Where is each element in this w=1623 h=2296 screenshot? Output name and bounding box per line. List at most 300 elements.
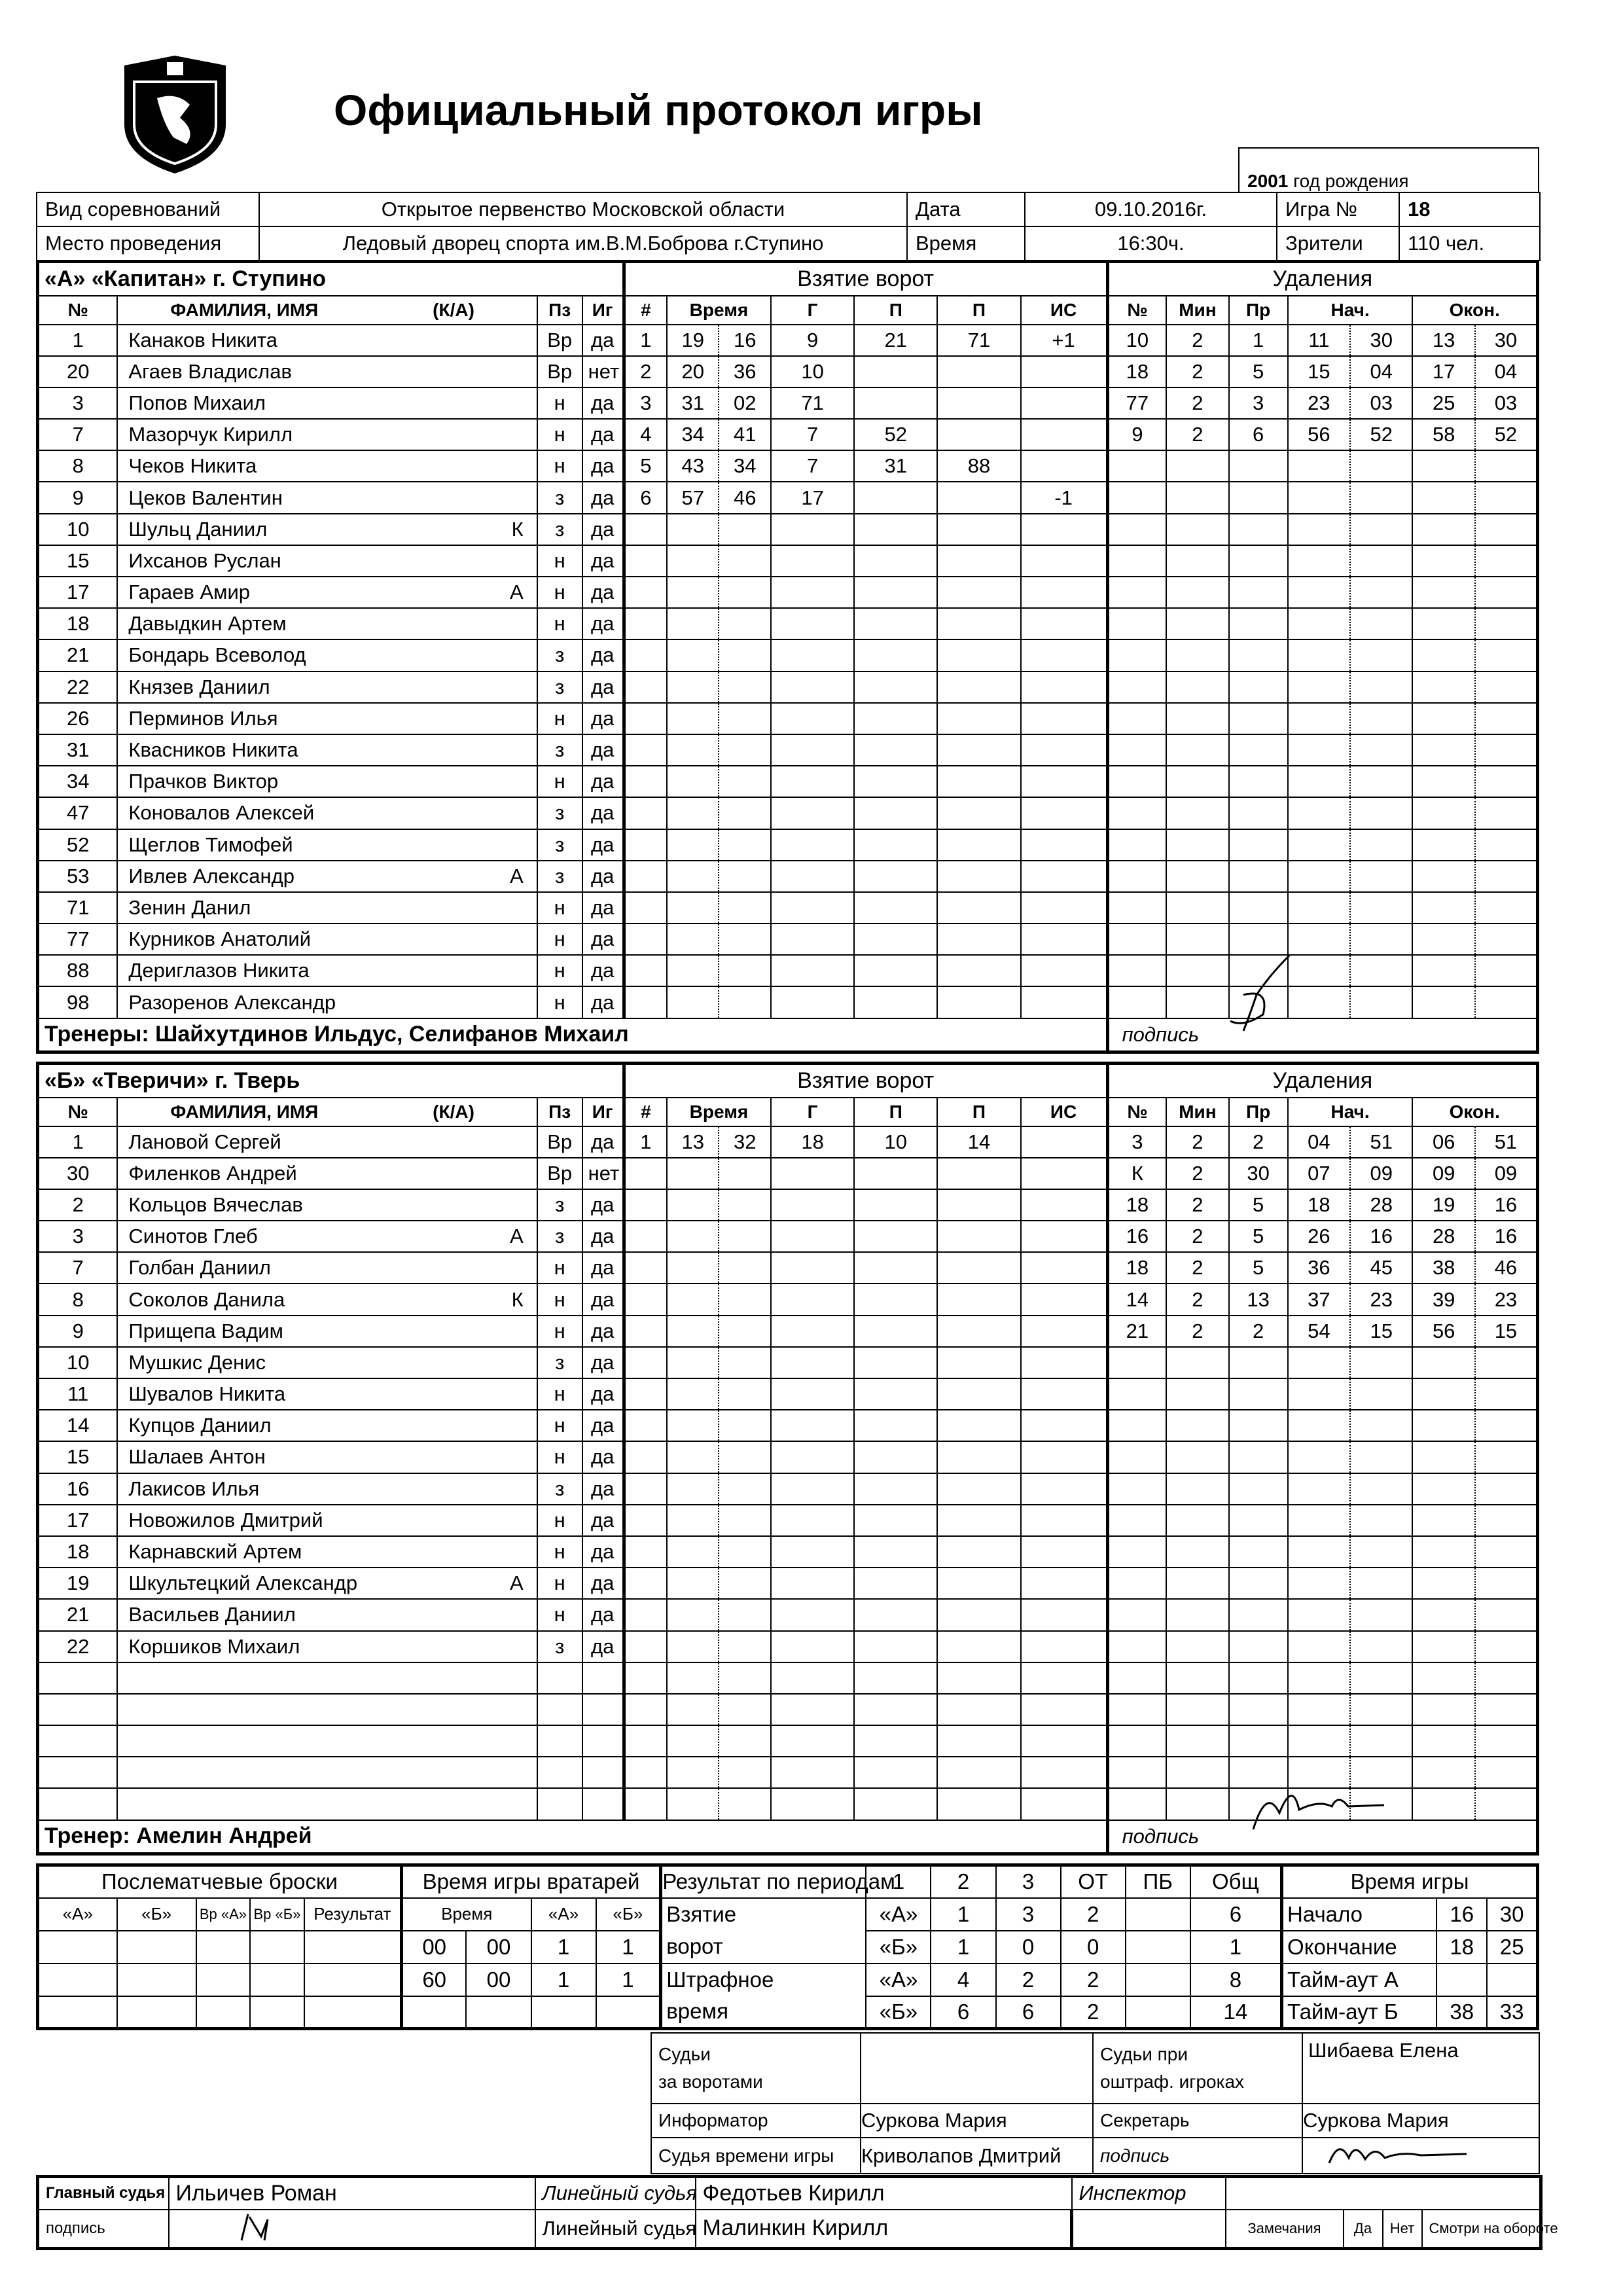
goal-assist-1 [854,482,937,513]
player-name: Чеков Никита [117,450,370,482]
penalty-end-sec [1475,1378,1538,1410]
goal-scorer [771,577,854,608]
player-played: нет [582,1158,624,1189]
penalty-player [1107,1568,1166,1599]
gk-cell [596,1996,661,2029]
player-played: да [582,1599,624,1630]
goal-seconds: 46 [719,482,771,513]
goal-strength [1021,672,1108,703]
player-captain-mark [370,766,537,797]
penalty-minutes [1166,577,1228,608]
penalty-end-min [1412,1757,1474,1788]
goal-minutes [667,892,719,924]
goal-scorer [771,1347,854,1378]
penalty-player [1107,1536,1166,1568]
penalty-end-sec [1475,797,1538,829]
informer-value: Суркова Мария [861,2104,1093,2138]
goal-assist-2 [937,797,1020,829]
goal-scorer [771,1568,854,1599]
player-played: да [582,639,624,671]
player-number: 7 [38,419,118,450]
player-name: Мазорчук Кирилл [117,419,370,450]
table-row [38,1189,1538,1221]
penalty-start-min [1288,1347,1350,1378]
chief-signature-label: подпись [38,2210,169,2249]
penalty-player [1107,1694,1166,1725]
penalty-player [1107,1757,1166,1788]
penalty-judges-label-1: Судьи при [1100,2044,1188,2064]
start-minutes: 16 [1436,1898,1487,1931]
player-name: Агаев Владислав [117,356,370,387]
player-number [38,1694,118,1725]
player-name: Новожилов Дмитрий [117,1505,370,1536]
penalty-player [1107,450,1166,482]
birth-year-label: год рождения [1293,171,1409,191]
team-a-signature-label: подпись [1107,1018,1537,1052]
period-2: 2 [931,1865,995,1898]
player-number: 1 [38,1126,118,1158]
penalty-end-sec [1475,1536,1538,1568]
player-played: да [582,325,624,356]
game-no-label: Игра № [1277,192,1399,226]
goal-seconds [719,1662,771,1694]
penalty-end-sec [1475,766,1538,797]
goal-number [624,1631,667,1662]
goal-scorer [771,1473,854,1505]
team-b-coaches: Тренер: Амелин Андрей [38,1820,1108,1854]
goal-assist-1 [854,1505,937,1536]
player-number: 21 [38,639,118,671]
penalty-start-sec: 28 [1350,1189,1412,1221]
col-start: Нач. [1288,1098,1413,1126]
goal-assist-1: 21 [854,325,937,356]
player-played: да [582,608,624,639]
pim-a-total: 8 [1190,1964,1282,1996]
penalty-start-sec [1350,892,1412,924]
col-reason: Пр [1229,1098,1288,1126]
player-position: н [537,1252,582,1283]
goal-strength [1021,608,1108,639]
player-played: да [582,672,624,703]
goal-minutes: 34 [667,419,719,450]
player-number [38,1725,118,1757]
so-gk-b: Вр «Б» [250,1898,304,1931]
penalty-end-sec [1475,924,1538,955]
player-position: н [537,892,582,924]
player-played [582,1662,624,1694]
goal-seconds [719,986,771,1018]
goal-number [624,514,667,545]
penalty-reason: 13 [1229,1283,1288,1315]
goal-minutes [667,1505,719,1536]
goal-assist-2 [937,1158,1020,1189]
penalty-start-min [1288,703,1350,734]
penalty-end-min [1412,861,1474,892]
player-number: 77 [38,924,118,955]
player-captain-mark [370,639,537,671]
penalty-reason [1229,639,1288,671]
player-name: Канаков Никита [117,325,370,356]
penalty-minutes: 2 [1166,1221,1228,1252]
col-is: ИС [1021,296,1108,325]
player-position: з [537,1221,582,1252]
goal-number [624,892,667,924]
penalty-minutes [1166,1473,1228,1505]
goal-minutes [667,1599,719,1630]
col-name: ФАМИЛИЯ, ИМЯ [117,296,370,325]
penalty-start-sec [1350,482,1412,513]
table-row [38,1568,1538,1599]
penalty-start-sec: 45 [1350,1252,1412,1283]
goal-number [624,986,667,1018]
player-number: 19 [38,1568,118,1599]
goal-assist-2 [937,861,1020,892]
goal-number [624,1283,667,1315]
goal-number [624,703,667,734]
penalty-player [1107,829,1166,861]
goal-seconds [719,734,771,766]
goal-number [624,1694,667,1725]
player-position: Вр [537,1126,582,1158]
goal-assist-1: 52 [854,419,937,450]
penalty-start-min [1288,1631,1350,1662]
goal-number [624,1599,667,1630]
team-b-signature-label: подпись [1107,1820,1537,1854]
penalty-reason [1229,545,1288,577]
player-name: Мушкис Денис [117,1347,370,1378]
team-b-mark: «Б» [866,1931,931,1964]
col-p2: П [937,1098,1020,1126]
penalty-minutes [1166,514,1228,545]
goal-strength [1021,766,1108,797]
player-captain-mark [370,1347,537,1378]
player-position: н [537,955,582,986]
penalty-minutes [1166,703,1228,734]
player-captain-mark [370,1725,537,1757]
goal-scorer: 71 [771,387,854,419]
penalty-end-min [1412,703,1474,734]
player-captain-mark [370,1599,537,1630]
penalty-reason: 1 [1229,325,1288,356]
end-label: Окончание [1282,1931,1437,1964]
table-row [38,1505,1538,1536]
penalty-start-min: 04 [1288,1126,1350,1158]
player-name: Филенков Андрей [117,1158,370,1189]
penalty-player [1107,1599,1166,1630]
penalty-player [1107,1441,1166,1473]
goal-strength [1021,1599,1108,1630]
penalty-minutes [1166,734,1228,766]
goal-seconds [719,1347,771,1378]
player-position: з [537,482,582,513]
player-played: нет [582,356,624,387]
penalty-player [1107,1788,1166,1820]
penalty-end-sec: 15 [1475,1316,1538,1347]
player-captain-mark [370,1505,537,1536]
goal-number [624,797,667,829]
player-played: да [582,450,624,482]
penalty-start-min [1288,482,1350,513]
player-name: Коршиков Михаил [117,1631,370,1662]
player-captain-mark [370,482,537,513]
pim-b-total: 14 [1190,1996,1282,2029]
penalty-start-sec [1350,1662,1412,1694]
penalty-end-sec [1475,892,1538,924]
penalty-player [1107,482,1166,513]
remarks-no: Нет [1383,2210,1422,2249]
penalty-start-sec [1350,829,1412,861]
penalty-end-sec [1475,577,1538,608]
player-name: Купцов Даниил [117,1410,370,1441]
timeout-a-seconds [1487,1964,1537,1996]
penalty-start-min [1288,514,1350,545]
pim-a-3: 2 [1061,1964,1126,1996]
penalty-reason [1229,1725,1288,1757]
penalty-end-min [1412,608,1474,639]
chief-referee-value: Ильичев Роман [169,2177,535,2210]
goal-minutes [667,1536,719,1568]
goal-seconds [719,1694,771,1725]
penalty-reason [1229,577,1288,608]
table-row [38,734,1538,766]
penalty-start-sec [1350,703,1412,734]
so-cell [250,1996,304,2029]
penalty-minutes: 2 [1166,356,1228,387]
penalty-start-sec: 30 [1350,325,1412,356]
team-a-coaches: Тренеры: Шайхутдинов Ильдус, Селифанов Михаил [38,1018,1108,1052]
penalty-judges-label-2: оштраф. игроках [1100,2072,1245,2092]
penalty-end-min: 25 [1412,387,1474,419]
player-number: 7 [38,1252,118,1283]
penalty-start-min: 23 [1288,387,1350,419]
goal-seconds [719,703,771,734]
player-number: 30 [38,1158,118,1189]
goal-assist-1 [854,703,937,734]
col-end: Окон. [1412,1098,1537,1126]
penalty-minutes: 2 [1166,419,1228,450]
penalty-end-min [1412,672,1474,703]
penalty-reason [1229,1662,1288,1694]
team-a-goals-header: Взятие ворот [624,262,1107,296]
col-time: Время [667,296,771,325]
goal-strength [1021,450,1108,482]
col-is: ИС [1021,1098,1108,1126]
goal-minutes [667,924,719,955]
goal-assist-1: 10 [854,1126,937,1158]
penalty-end-min [1412,797,1474,829]
goal-scorer [771,797,854,829]
player-played: да [582,482,624,513]
player-captain-mark [370,703,537,734]
player-number: 18 [38,608,118,639]
goal-strength [1021,955,1108,986]
player-played: да [582,1252,624,1283]
goal-scorer [771,545,854,577]
player-played: да [582,986,624,1018]
player-captain-mark [370,892,537,924]
penalty-end-sec: 16 [1475,1189,1538,1221]
player-name: Прищепа Вадим [117,1316,370,1347]
pim-a-ot [1126,1964,1190,1996]
player-position: з [537,639,582,671]
table-row [38,1316,1538,1347]
time-value: 16:30ч. [1025,226,1277,260]
goal-number [624,1347,667,1378]
penalty-end-sec [1475,545,1538,577]
goal-strength [1021,1283,1108,1315]
penalty-start-min [1288,1662,1350,1694]
goal-strength [1021,1568,1108,1599]
player-captain-mark [370,955,537,986]
penalty-reason [1229,766,1288,797]
penalty-minutes: 2 [1166,1158,1228,1189]
goal-strength [1021,1410,1108,1441]
player-position [537,1662,582,1694]
penalty-player: 18 [1107,356,1166,387]
goal-assist-1 [854,387,937,419]
player-name [117,1662,370,1694]
penalty-start-sec [1350,1599,1412,1630]
penalty-end-min [1412,639,1474,671]
goal-assist-1 [854,1347,937,1378]
goal-assist-1 [854,1252,937,1283]
penalty-end-min: 58 [1412,419,1474,450]
goal-number [624,1221,667,1252]
timeout-a-label: Тайм-аут А [1282,1964,1437,1996]
player-position [537,1694,582,1725]
goal-scorer [771,924,854,955]
player-number: 11 [38,1378,118,1410]
goal-minutes [667,1725,719,1757]
goal-minutes [667,1473,719,1505]
penalty-reason [1229,1631,1288,1662]
player-name: Ихсанов Руслан [117,545,370,577]
penalty-start-sec [1350,924,1412,955]
penalty-player: 16 [1107,1221,1166,1252]
goal-assist-1 [854,829,937,861]
player-position: н [537,766,582,797]
goal-scorer [771,1505,854,1536]
col-min: Мин [1166,296,1228,325]
secretary-value: Суркова Мария [1302,2104,1539,2138]
gk-time-header: Время игры вратарей [401,1865,660,1898]
col-p1: П [854,1098,937,1126]
penalty-player [1107,1631,1166,1662]
penalty-player [1107,703,1166,734]
goal-scorer [771,639,854,671]
birth-year: 2001 [1247,171,1289,191]
start-seconds: 30 [1487,1898,1537,1931]
player-position: н [537,986,582,1018]
penalty-end-sec [1475,1788,1538,1820]
table-row [38,1221,1538,1252]
goal-number [624,1252,667,1283]
table-row [38,325,1538,356]
goal-assist-1 [854,1599,937,1630]
goal-scorer [771,514,854,545]
penalty-start-min: 37 [1288,1283,1350,1315]
table-row [38,766,1538,797]
timekeeper-label: Судья времени игры [651,2138,861,2174]
player-number: 15 [38,545,118,577]
penalty-start-sec [1350,766,1412,797]
player-captain-mark [370,545,537,577]
player-position: н [537,1410,582,1441]
competition-value: Открытое первенство Московской области [259,192,907,226]
penalty-reason [1229,1378,1288,1410]
goal-strength [1021,1631,1108,1662]
player-position: н [537,1568,582,1599]
penalty-start-sec [1350,1441,1412,1473]
penalty-start-sec [1350,1473,1412,1505]
penalty-player [1107,608,1166,639]
goal-scorer [771,1725,854,1757]
goal-assist-2: 71 [937,325,1020,356]
penalty-end-min [1412,482,1474,513]
goal-assist-2 [937,1283,1020,1315]
penalty-end-min [1412,924,1474,955]
penalty-minutes [1166,1505,1228,1536]
player-name: Коновалов Алексей [117,797,370,829]
goal-assist-1 [854,577,937,608]
penalty-minutes [1166,1694,1228,1725]
goal-assist-2 [937,356,1020,387]
penalty-player [1107,1410,1166,1441]
goal-assist-2 [937,1536,1020,1568]
goal-minutes [667,639,719,671]
timeout-b-label: Тайм-аут Б [1282,1996,1437,2029]
penalty-minutes [1166,639,1228,671]
goal-strength [1021,734,1108,766]
goal-strength [1021,419,1108,450]
goal-number [624,639,667,671]
goal-seconds: 34 [719,450,771,482]
goal-number [624,1473,667,1505]
penalty-end-min: 09 [1412,1158,1474,1189]
goal-judges-label [651,2033,861,2104]
player-number: 71 [38,892,118,924]
penalty-start-min [1288,450,1350,482]
goal-assist-1 [854,1189,937,1221]
player-number: 17 [38,1505,118,1536]
penalty-start-sec [1350,1694,1412,1725]
penalty-minutes: 2 [1166,387,1228,419]
penalty-reason: 2 [1229,1126,1288,1158]
penalty-end-sec [1475,482,1538,513]
goal-strength: -1 [1021,482,1108,513]
penalty-start-sec [1350,672,1412,703]
goal-scorer [771,1378,854,1410]
penalty-end-sec: 16 [1475,1221,1538,1252]
penalty-end-min [1412,1441,1474,1473]
period-3: 3 [996,1865,1061,1898]
player-played: да [582,1631,624,1662]
goal-minutes [667,734,719,766]
penalty-end-min [1412,1788,1474,1820]
player-captain-mark [370,924,537,955]
player-name: Квасников Никита [117,734,370,766]
goal-minutes [667,1158,719,1189]
goal-minutes [667,577,719,608]
table-row [38,955,1538,986]
gk-cell [466,1996,531,2029]
goal-minutes [667,861,719,892]
goal-strength [1021,1221,1108,1252]
penalty-start-sec [1350,1410,1412,1441]
goal-scorer [771,1631,854,1662]
goal-number: 1 [624,1126,667,1158]
penalty-reason [1229,1505,1288,1536]
